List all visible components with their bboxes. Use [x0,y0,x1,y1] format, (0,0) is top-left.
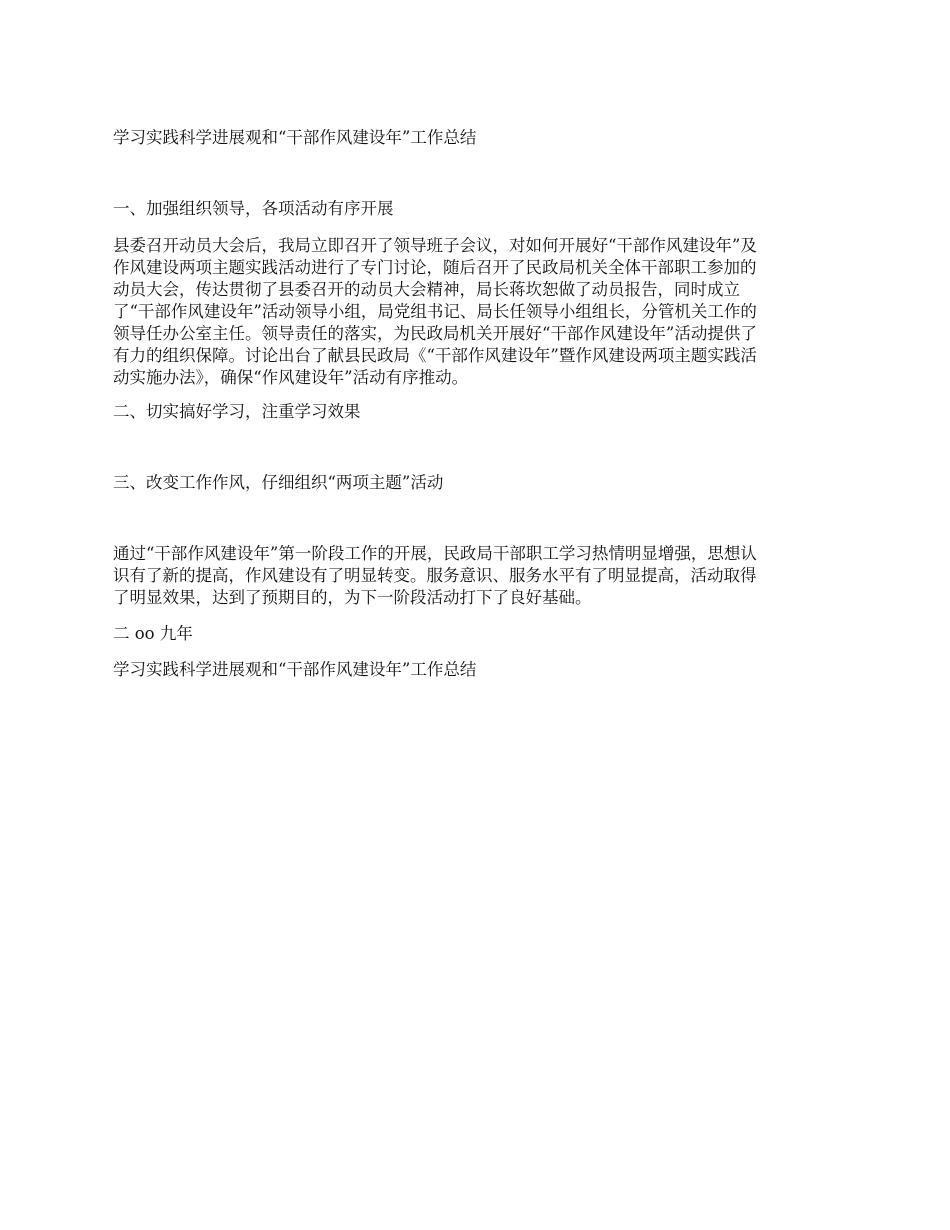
paragraph-2 [113,543,843,609]
document-title: 学习实践科学进展观和“干部作风建设年”工作总结 [113,128,477,147]
paragraph-1-line: 了“干部作风建设年”活动领导小组，局党组书记、局长任领导小组组长，分管机关工作的 [113,302,757,321]
paragraph-2-line: 识有了新的提高，作风建设有了明显转变。服务意识、服务水平有了明显提高，活动取得 [113,566,757,585]
document-date: 二 oo 九年 [113,624,193,643]
section-heading-1: 一、加强组织领导，各项活动有序开展 [113,199,394,218]
paragraph-1-line: 领导任办公室主任。领导责任的落实，为民政局机关开展好“干部作风建设年”活动提供了 [113,324,757,343]
paragraph-1 [113,235,843,389]
paragraph-1-line: 作风建设两项主题实践活动进行了专门讨论，随后召开了民政局机关全体干部职工参加的 [113,258,757,277]
section-heading-2: 二、切实搞好学习，注重学习效果 [113,402,361,421]
footer-title: 学习实践科学进展观和“干部作风建设年”工作总结 [113,660,477,679]
paragraph-2-line: 了明显效果，达到了预期目的，为下一阶段活动打下了良好基础。 [113,588,592,607]
paragraph-1-line: 有力的组织保障。讨论出台了献县民政局《“干部作风建设年”暨作风建设两项主题实践活 [113,346,757,365]
paragraph-1-line: 动员大会，传达贯彻了县委召开的动员大会精神，局长蒋坎恕做了动员报告，同时成立 [113,280,740,299]
section-heading-3: 三、改变工作作风，仔细组织“两项主题”活动 [113,473,444,492]
paragraph-1-line: 动实施办法》，确保“作风建设年”活动有序推动。 [113,368,469,387]
paragraph-1-line: 县委召开动员大会后，我局立即召开了领导班子会议，对如何开展好“干部作风建设年”及 [113,236,757,255]
paragraph-2-line: 通过“干部作风建设年”第一阶段工作的开展，民政局干部职工学习热情明显增强，思想认 [113,544,757,563]
